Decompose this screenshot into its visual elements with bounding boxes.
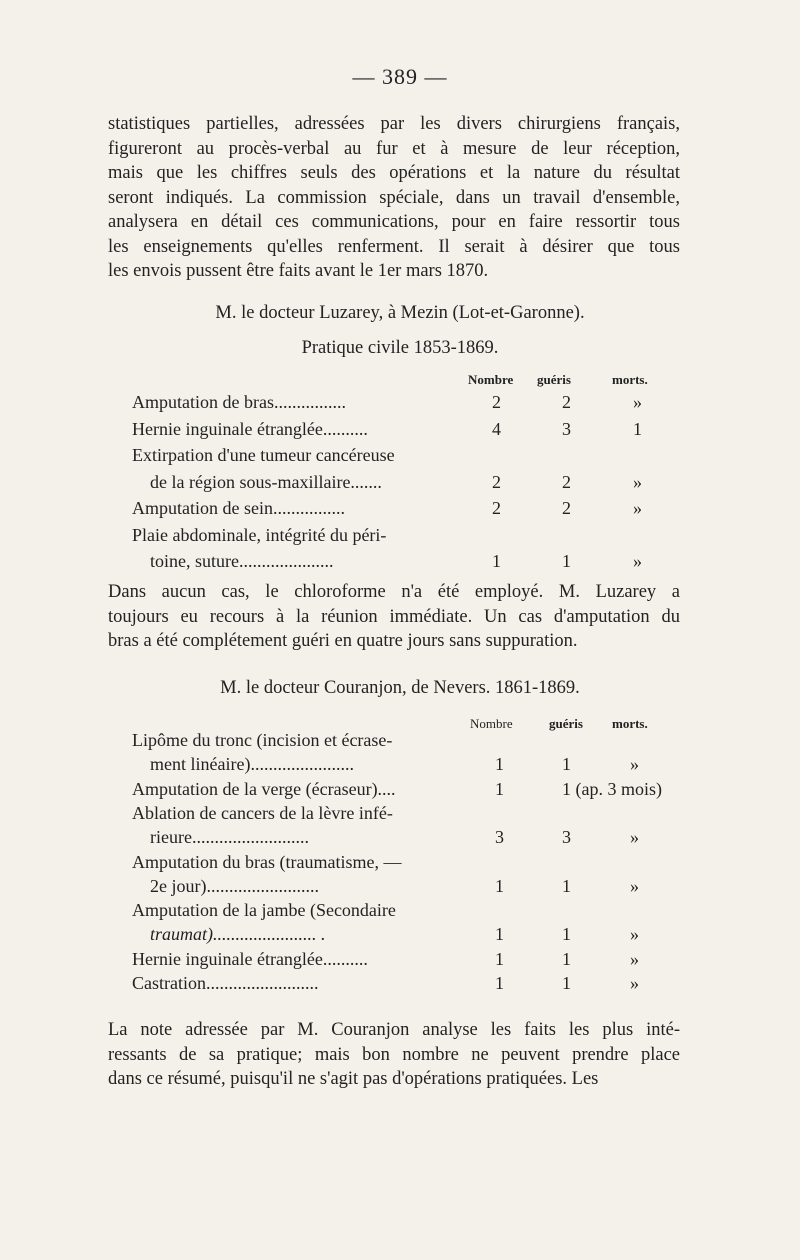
cell-morts: 1 [633,418,642,439]
cell-gueris: 1 [562,551,571,571]
text-line: ressants de sa pratique; mais bon nombre ne peuvent prendre place [108,1044,680,1065]
table-row [0,924,800,948]
table-row [0,392,800,416]
table-row [0,973,800,997]
col-header-gueris: guéris [537,372,571,387]
cell-morts: » [633,471,642,492]
cell-nombre: 1 [495,973,504,993]
cell-morts: » [633,551,642,571]
table-row [0,525,800,549]
row-label: Plaie abdominale, intégrité du péri- [132,524,387,545]
cell-morts: » [630,754,639,775]
cell-morts: » [633,392,642,412]
table-row [0,827,800,851]
text-line: seront indiqués. La commission spéciale, dans un travail d'ensemble, [108,187,680,208]
section-heading-couranjon: M. le docteur Couranjon, de Nevers. 1861-1869. [220,678,580,698]
section-subheading: Pratique civile 1853-1869. [301,338,499,358]
table-row [0,730,800,754]
col-header-morts: morts. [612,716,648,731]
table-row [0,498,800,522]
cell-gueris: 1 [562,924,571,945]
text-line: analysera en détail ces communications, pour en faire ressortir tous [108,212,680,232]
cell-nombre: 1 [495,948,504,969]
row-label: Amputation de la jambe (Secondaire [132,900,396,921]
row-label: de la région sous-maxillaire....... [150,471,382,492]
table-row [0,779,800,803]
cell-morts: » [630,973,639,993]
cell-morts: » [633,498,642,518]
cell-gueris: 2 [562,498,571,518]
text-line: mais que les chiffres seuls des opérations et la nature du résultat [108,163,680,183]
cell-gueris: 1 (ap. 3 mois) [562,778,662,799]
row-label: Amputation de la verge (écraseur).... [132,778,396,799]
row-label: Amputation de sein................ [132,498,345,518]
table-row [0,900,800,924]
cell-gueris: 3 [562,827,571,848]
cell-morts: » [630,948,639,969]
cell-nombre: 1 [495,875,504,896]
row-label: Amputation de bras................ [132,392,346,412]
table-row [0,803,800,827]
cell-morts: » [630,924,639,945]
cell-morts: » [630,827,639,848]
row-label: Extirpation d'une tumeur cancéreuse [132,445,395,465]
row-label: 2e jour)......................... [150,875,319,896]
table-row [0,876,800,900]
paragraph-luzarey-notes [108,580,680,654]
text-line: bras a été complétement guéri en quatre jours sans suppuration. [108,631,578,651]
cell-nombre: 1 [495,778,504,799]
section-heading-luzarey: M. le docteur Luzarey, à Mezin (Lot-et-Garonne). [215,303,585,323]
row-label: Ablation de cancers de la lèvre infé- [132,802,393,823]
table-row [0,949,800,973]
cell-gueris: 2 [562,471,571,492]
cell-gueris: 2 [562,392,571,412]
cell-nombre: 1 [492,551,501,571]
row-label: rieure.......................... [150,827,309,848]
table-row [0,419,800,443]
text-line: La note adressée par M. Couranjon analyse les faits les plus inté- [108,1020,680,1040]
row-label: traumat)....................... . [150,924,326,945]
col-header-morts: morts. [612,372,648,387]
text-line: Dans aucun cas, le chloroforme n'a été employé. M. Luzarey a [108,582,680,602]
cell-nombre: 2 [492,392,501,412]
row-label: Castration......................... [132,973,319,993]
text-line: figureront au procès-verbal au fur et à mesure de leur réception, [108,138,680,159]
paragraph-couranjon-notes [108,1018,680,1092]
table-row [0,472,800,496]
cell-gueris: 1 [562,754,571,775]
cell-nombre: 1 [495,754,504,775]
text-line: dans ce résumé, puisqu'il ne s'agit pas d'opérations pratiquées. Les [108,1069,599,1089]
col-header-gueris: guéris [549,716,583,731]
cell-gueris: 1 [562,875,571,896]
row-label: toine, suture..................... [150,551,334,571]
row-label: Hernie inguinale étranglée.......... [132,418,368,439]
cell-nombre: 3 [495,827,504,848]
table-row [0,445,800,469]
cell-nombre: 2 [492,471,501,492]
text-line: les envois pussent être faits avant le 1er mars 1870. [108,261,489,281]
col-header-nombre: Nombre [470,716,513,731]
table-row [0,852,800,876]
intro-paragraph [108,112,680,284]
page-number: — 389 — [352,64,448,89]
col-header-nombre: Nombre [468,372,514,387]
row-label: Hernie inguinale étranglée.......... [132,948,368,969]
table-row [0,551,800,575]
cell-morts: » [630,875,639,896]
cell-gueris: 1 [562,973,571,993]
cell-nombre: 2 [492,498,501,518]
row-label: Amputation du bras (traumatisme, — [132,851,402,872]
cell-nombre: 4 [492,418,501,439]
text-line: statistiques partielles, adressées par les divers chirurgiens français, [108,114,680,134]
row-label: Lipôme du tronc (incision et écrase- [132,730,393,750]
cell-nombre: 1 [495,924,504,945]
cell-gueris: 3 [562,418,571,439]
cell-gueris: 1 [562,948,571,969]
row-label: ment linéaire)....................... [150,754,354,775]
text-line: les enseignements qu'elles renferment. Il serait à désirer que tous [108,236,680,257]
table-row [0,754,800,778]
text-line: toujours eu recours à la réunion immédiate. Un cas d'amputation du [108,606,680,627]
